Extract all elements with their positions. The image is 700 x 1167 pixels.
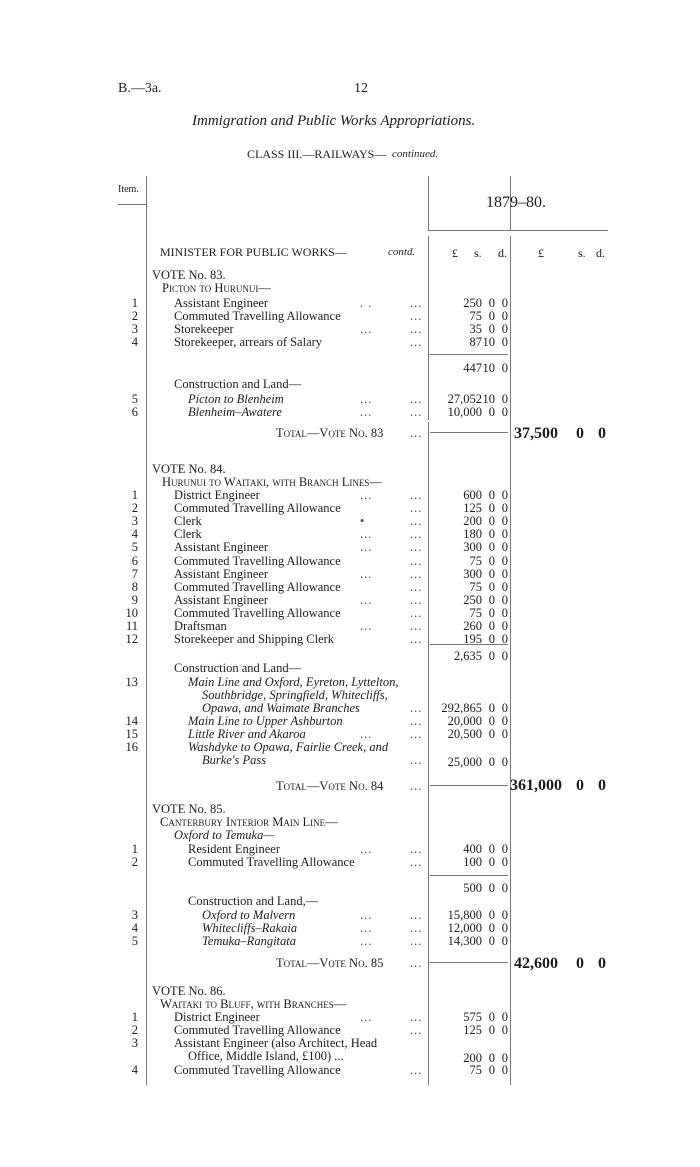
amount-shillings: 0 [488,322,495,336]
vote-title: VOTE No. 86. [152,984,226,998]
line-item-label: Washdyke to Opawa, Fairlie Creek, and [188,740,389,754]
amount-shillings: 0 [488,527,495,542]
vote-total-pence: 0 [598,955,606,972]
leader-dots: ... [410,921,423,935]
leader-dots: ... [410,501,423,516]
line-item-label: Storekeeper and Shipping Clerk [174,632,335,647]
page-number: 12 [354,81,368,96]
section-heading: Canterbury Interior Main Line— [160,815,338,829]
leader-dots: ... [410,632,423,647]
amount-shillings: 0 [488,908,495,922]
leader-dots: ... [410,426,423,440]
line-item-label: Clerk [174,514,202,529]
amount-shillings: 0 [488,934,495,948]
leader-dots: ... [410,1063,423,1077]
amount-pounds: 250 [463,296,482,310]
amount-pence: 0 [501,579,508,594]
item-number: 3 [131,1036,138,1050]
line-item-label: Assistant Engineer [174,566,269,581]
amount-shillings: 0 [488,579,495,594]
amount-pence: 0 [501,701,508,715]
amount-shillings: 0 [488,540,495,555]
amount-pence: 0 [501,881,508,895]
line-item-label: Commuted Travelling Allowance [174,1023,341,1037]
amount-pounds: 292,865 [441,701,482,715]
item-number: 3 [131,908,138,922]
amount-pence: 0 [501,361,508,375]
amount-shillings: 0 [488,727,495,741]
class-continued: continued. [392,148,439,160]
leader-dots: ... [410,714,423,728]
item-number: 4 [131,335,138,349]
amount-pounds: 10,000 [447,405,482,419]
amount-shillings: 0 [488,488,495,502]
item-number: 2 [131,501,138,516]
amount-pounds: 75 [469,1063,482,1077]
leader-dots: ... [410,540,423,555]
rule [430,354,508,355]
amount-pence: 0 [501,309,508,323]
year-header: 1879–80. [486,194,546,211]
leader-dots: ... [360,921,373,935]
leader-dots: ... [360,934,373,948]
leader-dots: ... [410,753,423,767]
amount-pounds: 100 [463,855,482,869]
leader-dots: ... [410,566,423,581]
line-item-label: Southbridge, Springfield, Whitecliffs, [202,688,388,702]
item-number: 5 [131,540,138,555]
amount-pence: 0 [501,592,508,607]
amount-pounds: 180 [463,527,482,542]
vote-total-label: Total—Vote No. 85 [276,956,384,970]
rule [430,644,508,645]
line-item-label: Assistant Engineer [174,592,269,607]
amount-shillings: 10 [482,335,495,349]
column-rule [510,236,511,1085]
amount-pounds: 27,052 [447,392,482,406]
leader-dots: . . [360,296,373,310]
leader-dots: ... [410,701,423,715]
leader-dots: ... [360,1010,373,1024]
amount-pounds: 125 [463,501,482,516]
amount-pence: 0 [501,619,508,633]
item-number: 4 [131,1063,138,1077]
item-number: 6 [131,553,138,568]
amount-shillings: 0 [488,701,495,715]
item-number: 2 [131,855,138,869]
item-number: 1 [131,842,138,856]
line-item-label: Commuted Travelling Allowance [188,855,355,869]
amount-shillings: 0 [488,1063,495,1077]
line-item-label: Storekeeper, arrears of Salary [174,335,323,349]
leader-dots: ... [410,405,423,419]
amount-pence: 0 [501,1063,508,1077]
amount-pence: 0 [501,501,508,516]
amount-pence: 0 [501,566,508,581]
line-item-label: Commuted Travelling Allowance [174,579,341,594]
amount-shillings: 0 [488,921,495,935]
amount-shillings: 0 [488,309,495,323]
line-item-label: Opawa, and Waimate Branches [202,701,360,715]
line-item-label: Commuted Travelling Allowance [174,309,341,323]
leader-dots: ... [410,605,423,620]
line-item-label: Assistant Engineer (also Architect, Head [174,1036,378,1050]
amount-pounds: 87 [469,335,482,349]
vote-total-pounds: 37,500 [514,425,558,442]
leader-dots: ... [360,405,373,419]
line-item-label: Picton to Blenheim [188,392,284,406]
line-item-label: Main Line and Oxford, Eyreton, Lyttelton, [188,675,399,689]
amount-pounds: 75 [469,605,482,620]
leader-dots: ... [360,566,373,581]
amount-pounds: 500 [463,881,482,895]
section-heading: Picton to Hurunui— [162,281,271,295]
leader-dots: ... [410,322,423,336]
line-item-label: Clerk [174,527,202,542]
amount-pence: 0 [501,727,508,741]
rule [430,432,508,433]
amount-pence: 0 [501,1010,508,1024]
construction-heading: Construction and Land— [174,661,302,675]
shillings-header: s. [578,246,586,260]
amount-pence: 0 [501,1051,508,1065]
amount-shillings: 0 [488,619,495,633]
leader-dots: ... [360,592,373,607]
vote-total-shillings: 0 [576,955,584,972]
item-number: 4 [131,527,138,542]
item-number: 13 [125,675,138,689]
leader-dots: ... [410,956,423,970]
amount-pounds: 575 [463,1010,482,1024]
leader-dots: ... [360,727,373,741]
line-item-label: Oxford to Malvern [202,908,296,922]
item-number: 5 [131,392,138,406]
leader-dots: ... [410,392,423,406]
amount-pence: 0 [501,632,508,647]
construction-heading: Construction and Land— [174,377,302,391]
amount-shillings: 0 [488,566,495,581]
rule [118,204,146,205]
amount-shillings: 10 [482,392,495,406]
leader-dots: • [360,514,366,529]
amount-shillings: 0 [488,553,495,568]
vote-total-shillings: 0 [576,777,584,794]
rule [430,875,508,876]
line-item-label: Temuka–Rangitata [202,934,296,948]
column-rule [146,176,147,1085]
item-number: 11 [125,619,138,633]
amount-pence: 0 [501,842,508,856]
leader-dots: ... [410,488,423,502]
leader-dots: ... [360,619,373,633]
item-number: 12 [125,632,138,647]
amount-pence: 0 [501,934,508,948]
amount-pence: 0 [501,540,508,555]
amount-pence: 0 [501,1023,508,1037]
section-heading: Hurunui to Waitaki, with Branch Lines— [162,475,382,489]
vote-total-pence: 0 [598,777,606,794]
vote-total-pounds: 361,000 [510,777,562,794]
amount-pounds: 200 [463,1051,482,1065]
pence-header: d. [498,246,507,260]
line-item-label: Burke's Pass [202,753,267,767]
leader-dots: ... [360,322,373,336]
leader-dots: ... [360,392,373,406]
leader-dots: ... [410,1023,423,1037]
amount-pence: 0 [501,296,508,310]
leader-dots: ... [410,296,423,310]
leader-dots: ... [410,335,423,349]
amount-shillings: 0 [488,592,495,607]
minister-continued: contd. [388,246,416,258]
class-heading: CLASS III.—RAILWAYS— [247,147,387,161]
item-number: 2 [131,309,138,323]
rule [430,962,508,963]
amount-shillings: 0 [488,605,495,620]
line-item-label: Office, Middle Island, £100) ... [188,1049,344,1063]
leader-dots: ... [360,540,373,555]
amount-pounds: 15,800 [447,908,482,922]
vote-total-label: Total—Vote No. 84 [276,779,384,793]
amount-pence: 0 [501,392,508,406]
amount-pence: 0 [501,553,508,568]
amount-pounds: 400 [463,842,482,856]
amount-pence: 0 [501,514,508,529]
leader-dots: ... [410,908,423,922]
section-heading: Waitaki to Bluff, with Branches— [160,997,347,1011]
amount-pence: 0 [501,649,508,663]
vote-title: VOTE No. 85. [152,802,226,816]
line-item-label: Assistant Engineer [174,296,269,310]
leader-dots: ... [410,579,423,594]
amount-pence: 0 [501,405,508,419]
line-item-label: Main Line to Upper Ashburton [188,714,343,728]
line-item-label: Blenheim–Awatere [188,405,282,419]
amount-pounds: 250 [463,592,482,607]
amount-shillings: 0 [488,501,495,516]
item-number: 2 [131,1023,138,1037]
item-number: 6 [131,405,138,419]
leader-dots: ... [410,842,423,856]
amount-pounds: 447 [463,361,482,375]
amount-pence: 0 [501,755,508,769]
amount-shillings: 0 [488,1023,495,1037]
leader-dots: ... [410,779,423,793]
amount-pounds: 75 [469,309,482,323]
leader-dots: ... [360,488,373,502]
line-item-label: Whitecliffs–Rakaia [202,921,298,935]
line-item-label: Commuted Travelling Allowance [174,605,341,620]
amount-pounds: 125 [463,1023,482,1037]
amount-shillings: 0 [488,714,495,728]
rule [430,785,508,786]
leader-dots: ... [410,934,423,948]
amount-pence: 0 [501,605,508,620]
vote-title: VOTE No. 83. [152,268,226,282]
amount-pence: 0 [501,714,508,728]
leader-dots: ... [410,619,423,633]
amount-shillings: 0 [488,842,495,856]
pounds-header: £ [452,246,458,260]
item-number: 3 [131,322,138,336]
page-title: Immigration and Public Works Appropriations. [192,113,476,129]
amount-pounds: 75 [469,579,482,594]
item-number: 10 [125,605,138,620]
amount-pounds: 600 [463,488,482,502]
amount-pence: 0 [501,855,508,869]
line-item-label: Assistant Engineer [174,540,269,555]
rule [428,230,608,231]
amount-pounds: 2,635 [453,649,482,663]
line-item-label: District Engineer [174,1010,260,1024]
item-number: 16 [125,740,138,754]
leader-dots: ... [410,855,423,869]
line-item-label: District Engineer [174,488,260,502]
construction-heading: Construction and Land,— [188,894,319,908]
line-item-label: Commuted Travelling Allowance [174,1063,341,1077]
amount-shillings: 0 [488,755,495,769]
line-item-label: Storekeeper [174,322,234,336]
line-item-label: Little River and Akaroa [188,727,306,741]
line-item-label: Commuted Travelling Allowance [174,553,341,568]
line-item-label: Resident Engineer [188,842,280,856]
item-number: 7 [131,566,138,581]
shillings-header: s. [474,246,482,260]
leader-dots: ... [410,553,423,568]
amount-shillings: 0 [488,649,495,663]
vote-total-pence: 0 [598,425,606,442]
amount-pounds: 75 [469,553,482,568]
minister-heading: MINISTER FOR PUBLIC WORKS— [160,245,347,259]
amount-pounds: 200 [463,514,482,529]
item-column-header: Item. [118,184,139,195]
amount-pence: 0 [501,527,508,542]
leader-dots: ... [360,842,373,856]
item-number: 3 [131,514,138,529]
vote-title: VOTE No. 84. [152,462,226,476]
item-number: 9 [131,592,138,607]
amount-pence: 0 [501,488,508,502]
leader-dots: ... [360,908,373,922]
amount-pounds: 195 [463,632,482,647]
amount-pounds: 14,300 [447,934,482,948]
amount-pounds: 35 [469,322,482,336]
amount-pounds: 12,000 [447,921,482,935]
amount-pounds: 260 [463,619,482,633]
amount-pence: 0 [501,322,508,336]
amount-pounds: 20,500 [447,727,482,741]
amount-shillings: 0 [488,632,495,647]
amount-shillings: 0 [488,296,495,310]
item-number: 5 [131,934,138,948]
line-item-label: Commuted Travelling Allowance [174,501,341,516]
vote-total-shillings: 0 [576,425,584,442]
leader-dots: ... [360,527,373,542]
column-rule [428,176,429,230]
amount-pounds: 300 [463,540,482,555]
pounds-header: £ [538,246,544,260]
item-number: 14 [125,714,138,728]
amount-shillings: 0 [488,514,495,529]
amount-pence: 0 [501,921,508,935]
amount-pounds: 20,000 [447,714,482,728]
amount-pence: 0 [501,335,508,349]
item-number: 1 [131,488,138,502]
item-number: 8 [131,579,138,594]
amount-pence: 0 [501,908,508,922]
vote-total-label: Total—Vote No. 83 [276,426,384,440]
subsection-heading: Oxford to Temuka— [174,828,275,842]
line-item-label: Draftsman [174,619,227,633]
item-number: 1 [131,296,138,310]
amount-shillings: 0 [488,1010,495,1024]
item-number: 1 [131,1010,138,1024]
leader-dots: ... [410,727,423,741]
amount-shillings: 0 [488,405,495,419]
amount-shillings: 0 [488,1051,495,1065]
leader-dots: ... [410,1010,423,1024]
leader-dots: ... [410,309,423,323]
amount-pounds: 300 [463,566,482,581]
amount-shillings: 0 [488,881,495,895]
leader-dots: ... [410,592,423,607]
item-number: 4 [131,921,138,935]
item-number: 15 [125,727,138,741]
leader-dots: ... [410,514,423,529]
amount-pounds: 25,000 [447,755,482,769]
amount-shillings: 0 [488,855,495,869]
pence-header: d. [596,246,605,260]
amount-shillings: 10 [482,361,495,375]
vote-total-pounds: 42,600 [514,955,558,972]
page-reference: B.—3a. [118,81,162,96]
leader-dots: ... [410,527,423,542]
